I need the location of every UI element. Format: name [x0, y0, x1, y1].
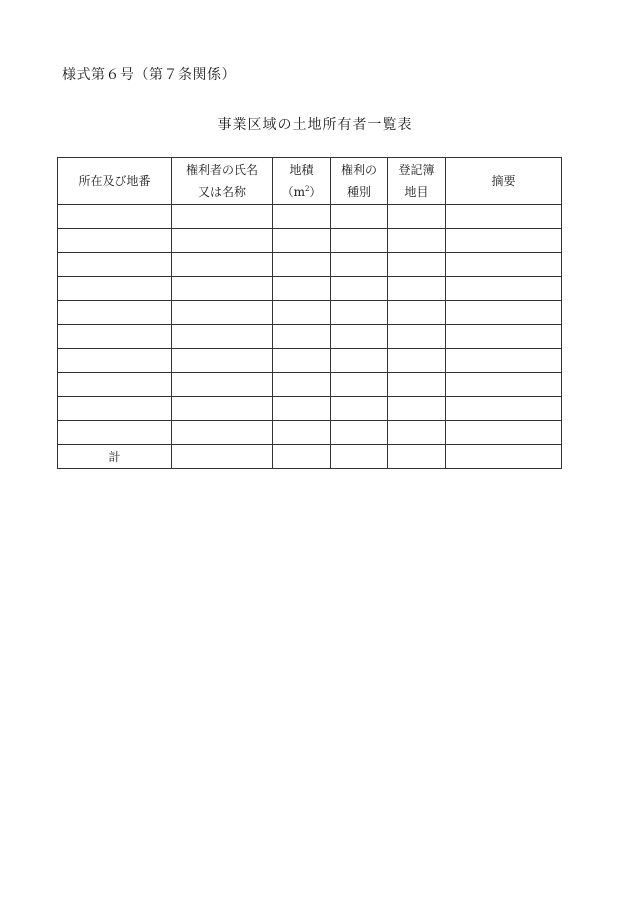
table-cell-land-category[interactable] — [388, 253, 446, 277]
total-row — [58, 445, 562, 469]
table-cell-land-category[interactable] — [388, 205, 446, 229]
table-row — [58, 301, 562, 325]
header-right-type-line2: 種別 — [346, 185, 371, 199]
total-label: 計 — [58, 445, 172, 469]
table-cell-remarks[interactable] — [446, 229, 562, 253]
table-cell-area[interactable] — [273, 349, 331, 373]
table-cell-owner[interactable] — [172, 349, 273, 373]
table-cell-area[interactable] — [273, 301, 331, 325]
header-location — [58, 158, 172, 205]
table-cell-remarks[interactable] — [446, 301, 562, 325]
table-row — [58, 205, 562, 229]
header-area-unit-open: （m — [281, 185, 305, 199]
header-remarks-label: 摘要 — [491, 174, 516, 188]
table-cell-remarks[interactable] — [446, 397, 562, 421]
table-cell-location[interactable] — [58, 397, 172, 421]
header-remarks — [446, 158, 562, 205]
table-cell-remarks[interactable] — [446, 325, 562, 349]
table-cell-owner[interactable] — [172, 277, 273, 301]
header-area-line2 — [273, 181, 330, 203]
table-cell-owner[interactable] — [172, 325, 273, 349]
table-cell-land-category[interactable] — [388, 421, 446, 445]
table-cell-remarks[interactable] — [446, 205, 562, 229]
table-cell-location[interactable] — [58, 205, 172, 229]
table-cell-owner[interactable] — [172, 229, 273, 253]
table-cell-owner[interactable] — [172, 301, 273, 325]
table-cell-location[interactable] — [58, 325, 172, 349]
table-row — [58, 253, 562, 277]
table-cell-remarks[interactable] — [446, 349, 562, 373]
table-cell-remarks[interactable] — [446, 277, 562, 301]
header-area-unit-close: ） — [309, 185, 322, 199]
total-cell-land-category[interactable] — [388, 445, 446, 469]
table-row — [58, 229, 562, 253]
total-cell-remarks[interactable] — [446, 445, 562, 469]
table-cell-owner[interactable] — [172, 397, 273, 421]
table-cell-owner[interactable] — [172, 373, 273, 397]
header-owner-line1: 権利者の氏名 — [185, 163, 258, 177]
header-owner — [172, 158, 273, 205]
table-cell-location[interactable] — [58, 277, 172, 301]
table-cell-right-type[interactable] — [331, 205, 388, 229]
table-cell-land-category[interactable] — [388, 277, 446, 301]
total-cell-owner[interactable] — [172, 445, 273, 469]
table-cell-land-category[interactable] — [388, 301, 446, 325]
table-cell-area[interactable] — [273, 253, 331, 277]
landowner-table — [57, 157, 562, 469]
table-cell-land-category[interactable] — [388, 397, 446, 421]
table-row — [58, 325, 562, 349]
table-cell-right-type[interactable] — [331, 229, 388, 253]
header-location-label: 所在及び地番 — [78, 174, 151, 188]
document-title: 事業区域の土地所有者一覧表 — [217, 117, 413, 133]
table-header-row — [58, 158, 562, 205]
header-land-category-line2: 地目 — [404, 185, 429, 199]
header-owner-line2: 又は名称 — [197, 185, 246, 199]
header-area-line1: 地積 — [289, 163, 314, 177]
table-cell-location[interactable] — [58, 253, 172, 277]
table-cell-area[interactable] — [273, 397, 331, 421]
table-cell-right-type[interactable] — [331, 397, 388, 421]
table-row — [58, 349, 562, 373]
table-cell-area[interactable] — [273, 277, 331, 301]
table-cell-location[interactable] — [58, 373, 172, 397]
table-cell-area[interactable] — [273, 229, 331, 253]
table-cell-area[interactable] — [273, 205, 331, 229]
table-body — [58, 205, 562, 469]
table-row — [58, 373, 562, 397]
header-right-type — [331, 158, 388, 205]
table-cell-right-type[interactable] — [331, 325, 388, 349]
table-cell-location[interactable] — [58, 349, 172, 373]
table-cell-remarks[interactable] — [446, 253, 562, 277]
table-cell-owner[interactable] — [172, 421, 273, 445]
table-cell-location[interactable] — [58, 301, 172, 325]
table-cell-right-type[interactable] — [331, 373, 388, 397]
table-cell-right-type[interactable] — [331, 421, 388, 445]
table-cell-land-category[interactable] — [388, 349, 446, 373]
table-cell-owner[interactable] — [172, 205, 273, 229]
table-cell-area[interactable] — [273, 421, 331, 445]
table-cell-right-type[interactable] — [331, 253, 388, 277]
total-cell-area[interactable] — [273, 445, 331, 469]
table-cell-owner[interactable] — [172, 253, 273, 277]
table-cell-land-category[interactable] — [388, 229, 446, 253]
total-cell-right-type[interactable] — [331, 445, 388, 469]
header-right-type-line1: 権利の — [340, 163, 377, 177]
table-cell-land-category[interactable] — [388, 373, 446, 397]
table-cell-location[interactable] — [58, 229, 172, 253]
table-row — [58, 277, 562, 301]
table-cell-land-category[interactable] — [388, 325, 446, 349]
table-row — [58, 397, 562, 421]
table-cell-area[interactable] — [273, 373, 331, 397]
header-area — [273, 158, 331, 205]
table-cell-right-type[interactable] — [331, 349, 388, 373]
header-land-category — [388, 158, 446, 205]
header-land-category-line1: 登記簿 — [398, 163, 435, 177]
table-cell-area[interactable] — [273, 325, 331, 349]
table-cell-location[interactable] — [58, 421, 172, 445]
header-area-unit-superscript: 2 — [304, 185, 310, 193]
table-cell-remarks[interactable] — [446, 373, 562, 397]
form-number: 様式第６号（第７条関係） — [62, 67, 236, 83]
table-cell-remarks[interactable] — [446, 421, 562, 445]
table-cell-right-type[interactable] — [331, 301, 388, 325]
table-row — [58, 421, 562, 445]
table-cell-right-type[interactable] — [331, 277, 388, 301]
